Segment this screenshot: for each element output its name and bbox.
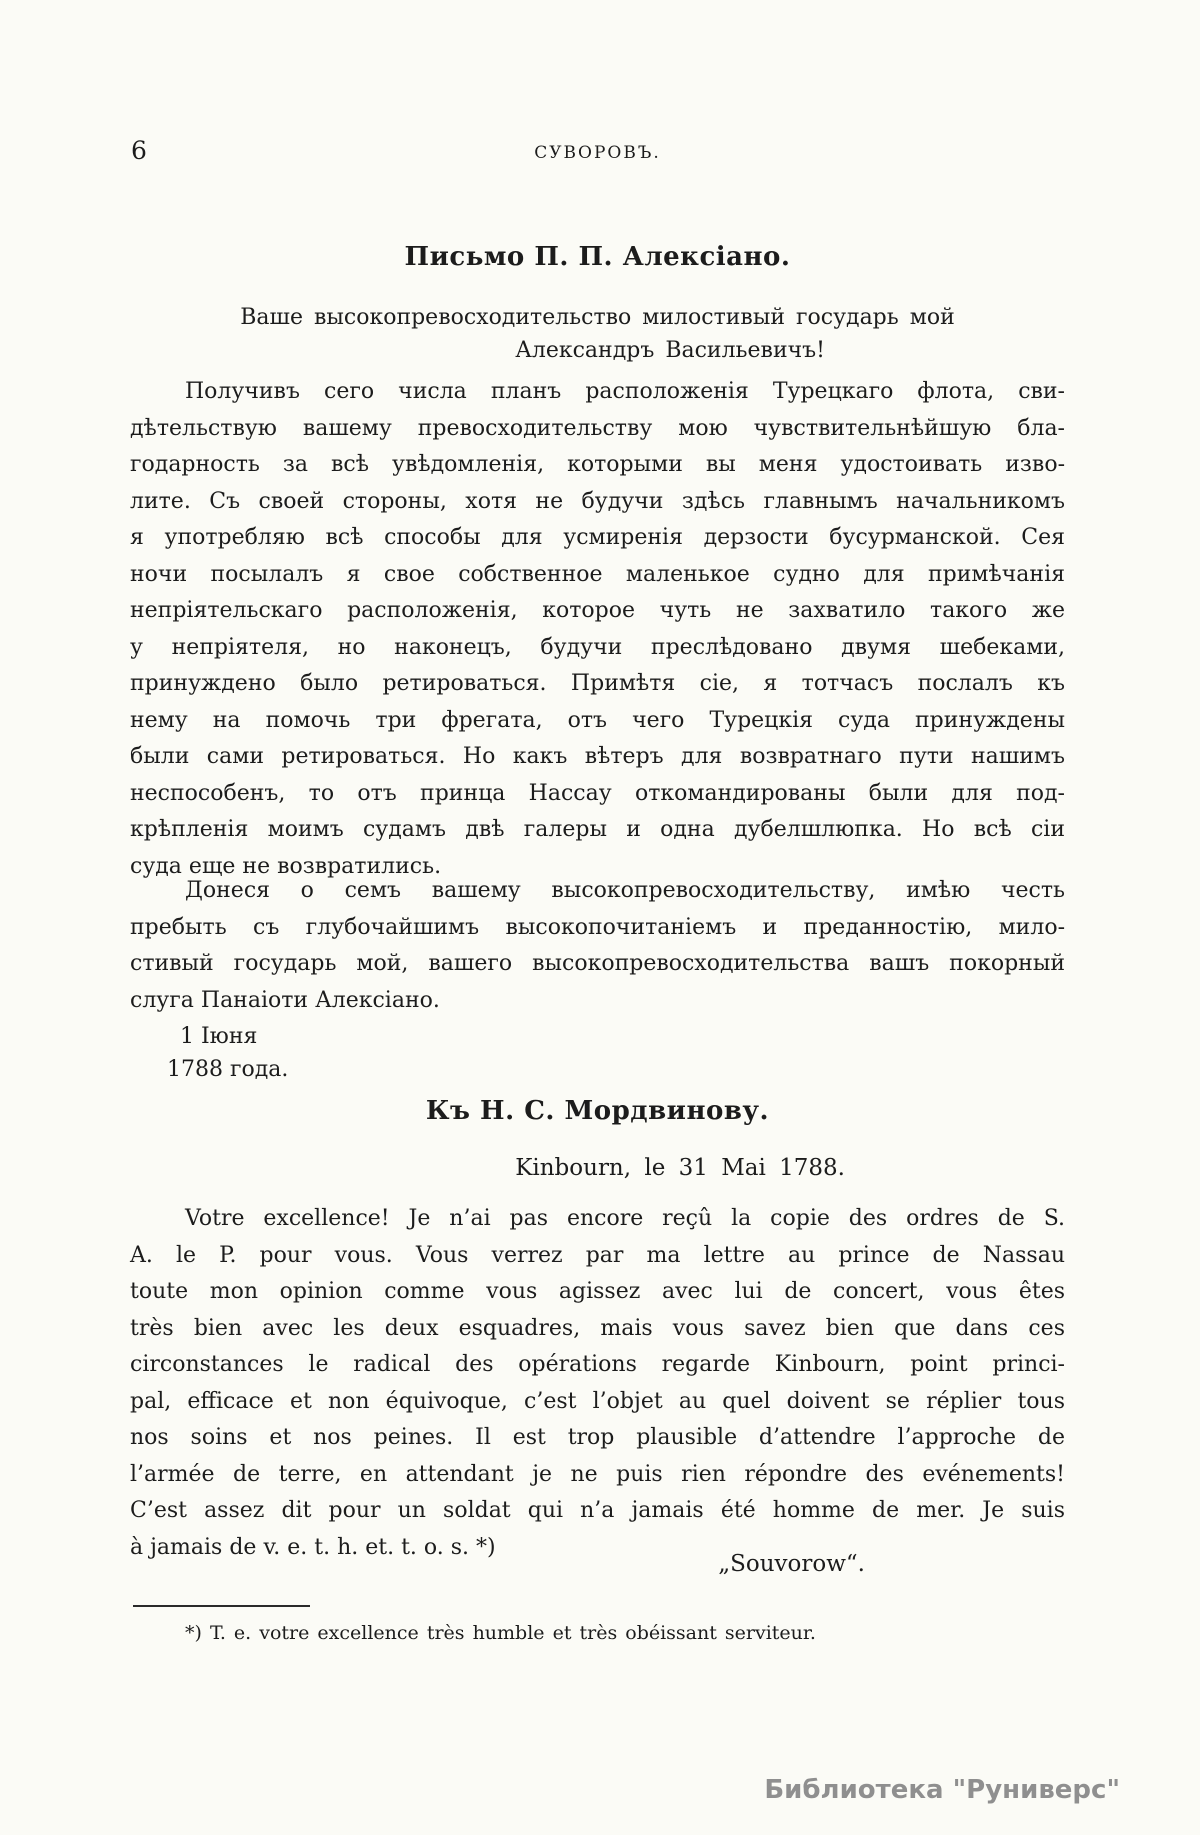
text-line: суда еще не возвратились. (130, 853, 442, 879)
letter2-title: Къ Н. С. Мордвинову. (425, 1096, 770, 1126)
text-line: C’est assez dit pour un soldat qui n’a jamais été homme de mer. Je suis (130, 1498, 1065, 1523)
text-line: были сами ретироваться. Но какъ вѣтеръ для возвратнаго пути нашимъ (130, 744, 1065, 769)
text-line: à jamais de v. e. t. h. et. t. o. s. *) (130, 1534, 496, 1560)
letter1-salutation-line2: Александръ Васильевичъ! (515, 338, 825, 363)
text-line: пребыть съ глубочайшимъ высокопочитаніемъ и преданностію, мило- (130, 914, 1065, 940)
text-line: неспособенъ, то отъ принца Нассау откомандированы были для под- (130, 780, 1065, 806)
text-line: l’armée de terre, en attendant je ne puis rien répondre des evénements! (130, 1461, 1065, 1487)
library-watermark: Библиотека "Руниверс" (764, 1775, 1120, 1805)
text-line: стивый государь мой, вашего высокопревосходительства вашъ покорный (130, 951, 1065, 976)
text-line: toute mon opinion comme vous agissez avec lui de concert, vous êtes (130, 1279, 1065, 1304)
text-line: принуждено было ретироваться. Примѣтя сіе, я тотчасъ послалъ къ (130, 671, 1065, 696)
text-line: nos soins et nos peines. Il est trop plausible d’attendre l’approche de (130, 1425, 1065, 1450)
text-line: годарность за всѣ увѣдомленія, которыми вы меня удостоивать изво- (130, 452, 1065, 477)
text-line: circonstances le radical des opérations regarde Kinbourn, point princi- (130, 1352, 1065, 1377)
letter1-date-year: 1788 года. (167, 1057, 289, 1082)
letter1-salutation-line1: Ваше высокопревосходительство милостивый государь мой (240, 305, 955, 330)
text-line: Получивъ сего числа планъ расположенія Турецкаго флота, сви- (185, 379, 1065, 404)
letter1-title: Письмо П. П. Алексіано. (404, 242, 791, 272)
letter1-paragraph-1 (130, 374, 1065, 885)
letter1-paragraph-2 (130, 873, 1065, 1019)
text-line: A. le P. pour vous. Vous verrez par ma lettre au prince de Nassau (130, 1242, 1065, 1268)
letter1-date-day: 1 Іюня (180, 1024, 258, 1049)
text-line: нему на помочь три фрегата, отъ чего Турецкія суда принуждены (130, 707, 1065, 733)
text-line: très bien avec les deux esquadres, mais vous savez bien que dans ces (130, 1315, 1065, 1341)
text-line: Донеся о семъ вашему высокопревосходительству, имѣю честь (185, 878, 1065, 903)
text-line: лите. Съ своей стороны, хотя не будучи здѣсь главнымъ начальникомъ (130, 488, 1065, 514)
running-header: СУВОРОВЪ. (534, 143, 661, 163)
letter2-signature: „Souvorow“. (718, 1551, 865, 1577)
letter2-dateline: Kinbourn, le 31 Mai 1788. (515, 1155, 845, 1181)
footnote-text: *) T. e. votre excellence très humble et très obéissant serviteur. (185, 1622, 816, 1644)
text-line: дѣтельствую вашему превосходительству мою чувствительнѣйшую бла- (130, 415, 1065, 441)
text-line: слуга Панаіоти Алексіано. (130, 987, 440, 1013)
footnote-divider (133, 1605, 310, 1607)
letter2-paragraph (130, 1201, 1065, 1566)
text-line: у непріятеля, но наконецъ, будучи преслѣдовано двумя шебеками, (130, 634, 1065, 660)
text-line: я употребляю всѣ способы для усмиренія дерзости бусурманской. Сея (130, 525, 1065, 550)
text-line: Votre excellence! Je n’ai pas encore reçû la copie des ordres de S. (185, 1206, 1065, 1231)
text-line: ночи посылалъ я свое собственное маленькое судно для примѣчанія (130, 561, 1065, 587)
text-line: непріятельскаго расположенія, которое чуть не захватило такого же (130, 598, 1065, 623)
text-line: pal, efficace et non équivoque, c’est l’objet au quel doivent se réplier tous (130, 1388, 1065, 1414)
text-line: крѣпленія моимъ судамъ двѣ галеры и одна дубелшлюпка. Но всѣ сіи (130, 817, 1065, 842)
page-number: 6 (131, 136, 147, 165)
